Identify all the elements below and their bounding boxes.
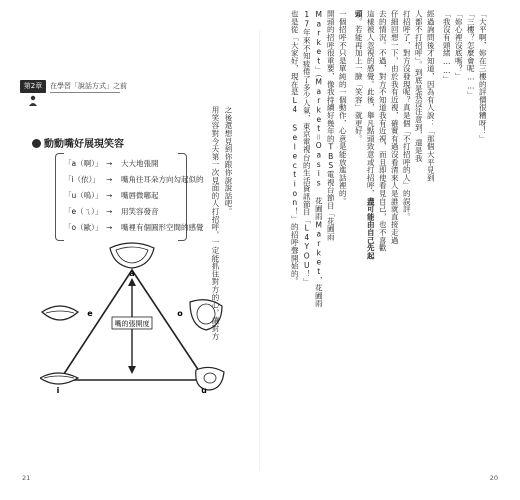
section-bullet	[32, 139, 41, 148]
dialogue-line: 「我沒有頭緒……」	[442, 10, 452, 84]
right-page	[260, 0, 520, 500]
mouth-e-icon	[42, 306, 78, 320]
vowel-table	[55, 153, 204, 239]
body-text-line: 17年來不知疲倦了多少人氣，東京電視台的生活資訊節目「L4YOU！」	[302, 10, 312, 286]
vowel-phonetic: 「e（ㄟ）」	[64, 207, 103, 216]
label-e: e	[87, 309, 93, 318]
vowel-phonetic: 「i（依）」	[64, 175, 100, 184]
chapter-person-icon	[27, 95, 39, 107]
label-u: u	[201, 386, 207, 395]
vowel-description: 嘴角往耳朵方向勾起似的	[121, 175, 204, 184]
vowel-phonetic: 「u（嗚）」	[64, 191, 103, 200]
body-text-line: 開頭的招呼很重要，像我持續好幾年的TBS電視台節目「花圃雨	[326, 10, 336, 241]
bracket-left	[55, 153, 64, 241]
label-a: a	[129, 269, 135, 278]
center-label: 嘴的張開度	[114, 320, 150, 328]
vowel-description: 大大地張開	[121, 159, 159, 168]
vowel-row	[64, 221, 204, 235]
body-text-line: 經過詢問後才知道，因為有人說：「那個大平見到	[426, 10, 436, 182]
emphasis-text: 盡可能由自己先起	[366, 197, 376, 260]
vowel-description: 用笑容發音	[121, 207, 159, 216]
label-o: o	[177, 309, 183, 318]
body-text-line: 這樣被人忽視的感覺。此後，舉凡點頭致意或打招呼，盡可能由自己先起	[366, 10, 376, 260]
vowel-phonetic: 「a（啊）」	[64, 159, 103, 168]
body-text-line: 頭。若能再加上一臉「笑容」就更好。	[354, 10, 364, 143]
page-number-right: 20	[489, 474, 498, 482]
chapter-tag: 第2章	[20, 80, 46, 93]
chapter-divider	[50, 92, 120, 93]
arrow-icon: →	[106, 175, 113, 184]
body-text-line: 去的情況。不過，對方不知道我有近視，而且即使看見自己，也不喜歡	[378, 10, 388, 252]
label-i: i	[56, 386, 60, 395]
dialogue-line: 「妳心裡沒底嗎？」	[454, 10, 464, 81]
vowel-description: 嘴裡有個圓形空間的感覺	[121, 223, 204, 232]
body-text-line: 人都不打招呼」。到底是我沒注意到，還是我	[414, 10, 424, 163]
dialogue-line: 「大平啊，妳在三樓的評價很糟呀！」	[478, 10, 488, 143]
arrow-icon: →	[106, 223, 113, 232]
page-number-left: 21	[22, 474, 31, 482]
mouth-u-icon	[196, 367, 224, 390]
body-text-line: 之後還想見到你跟你說說話吧。	[224, 106, 233, 216]
arrow-icon: →	[106, 159, 113, 168]
vowel-phonetic: 「o（歐）」	[64, 223, 103, 232]
emphasis-text: 頭	[354, 10, 364, 18]
dialogue-line: 「三樓？怎麼會呢……」	[466, 10, 476, 99]
body-text-line: 一個招呼不只是單純的一個動作，心意是能放進話裡的。	[338, 10, 348, 205]
mouth-shape-diagram	[40, 240, 225, 395]
body-text-line: 用笑容對今天第一次見面的人打招呼，一定能抓住對方的心，讓對方	[211, 106, 220, 340]
arrow-icon: →	[106, 207, 113, 216]
vowel-row	[64, 157, 186, 171]
vowel-row	[64, 205, 186, 219]
mouth-i-icon	[40, 373, 78, 384]
arrow-down-icon	[128, 366, 136, 374]
body-text-line: 也是從「大家好，現在是L4 Selection！」的招呼聲開始的。	[290, 10, 300, 286]
arrow-up-icon	[128, 278, 136, 286]
vowel-description: 嘴唇微嘟起	[121, 191, 159, 200]
section-title: 動動嘴好展現笑容	[44, 139, 124, 150]
body-text-line: Market」（Market＝Oasis 花圃雨Market，花圃雨	[314, 10, 324, 308]
vowel-row	[64, 173, 204, 187]
arrow-icon: →	[106, 191, 113, 200]
mouth-a-icon	[110, 243, 154, 268]
body-text-line: 仔細回想一下，由於我有近視，確實有過沒看清來人是誰就直接走過	[390, 10, 400, 244]
vowel-row	[64, 189, 186, 203]
chapter-title: 在學習「說話方式」之前	[50, 82, 127, 90]
body-text-line: 打招呼了，對方沒發現呢？真是個「不打招呼的人」的誤評。	[402, 10, 412, 221]
